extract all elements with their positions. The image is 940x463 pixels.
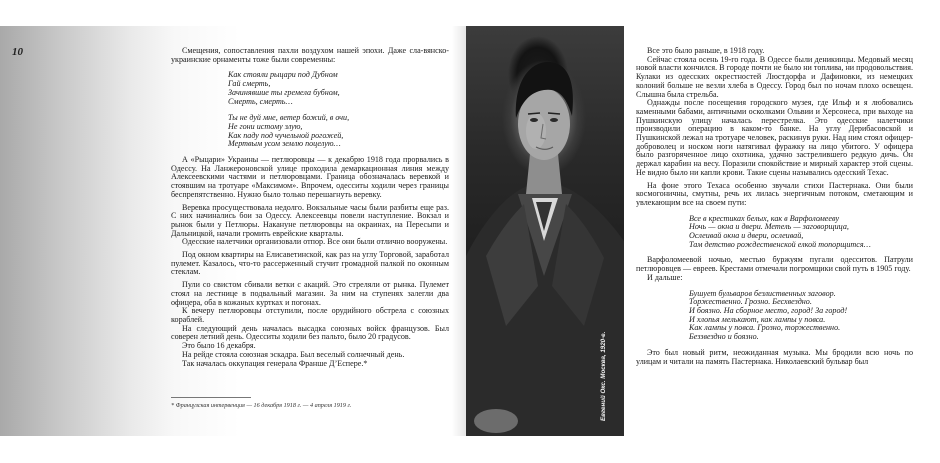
body-paragraph: Это был новый ритм, неожиданная музыка. Мы бродили всю ночь по улицам и читали на память Пастернака. Николаевский бульвар был xyxy=(636,347,913,366)
poem-line: Бушует бульваров безлиственных заговор. xyxy=(689,288,836,298)
body-paragraph: На фоне этого Техаса особенно звучали стихи Пастернака. Они были космогоничны, смутны, речь их лилась энергичным потоком, сметающим и увлекающим все на своем пути: xyxy=(636,180,913,207)
poem-pasternak-2 xyxy=(689,290,913,342)
gutter-shadow xyxy=(452,26,466,436)
body-paragraph: Это было 16 декабря. xyxy=(182,341,256,351)
body-paragraph: Одесские налетчики организовали отпор. Все они были отлично вооружены. xyxy=(182,237,448,247)
body-paragraph: На следующий день началась высадка союзных войск французов. Был соверен летний день. Одесситы ходили без пальто, было 20 градусов. xyxy=(171,323,449,342)
poem-line: Не гони истому злую, xyxy=(228,121,303,131)
footnote-divider xyxy=(171,397,251,398)
body-paragraph: На рейде стояла союзная эскадра. Был веселый солнечный день. xyxy=(182,349,405,359)
portrait-photo xyxy=(466,26,624,436)
poem-line: Беззвездно и боязно. xyxy=(689,332,759,342)
photo-caption: Евгений Окс. Москва, 1920-е. xyxy=(600,331,607,421)
poem-line: Все в крестиках белых, как в Варфоломееву xyxy=(689,213,840,223)
right-text-column xyxy=(636,47,913,366)
poem-line: Как лампы у повса. Грозно, торжественно. xyxy=(689,323,841,333)
poem-line: Торжественно. Грозно. Бесхвездно. xyxy=(689,297,812,307)
poem-line: Смерть, смерть… xyxy=(228,96,293,106)
poem-line: Как стояли рыцари под Дубном xyxy=(228,70,338,80)
body-paragraph: Однажды после посещения городского музея, где Ильф и я любовались каменными бабами, античными осколками Ольвии и Херсонеса, при выходе на Пушкинскую улицу началась перестрелка. Это одесские налетчики производили операцию в каком-то банке. На углу Дерибасовской и Пушкинской лежал на тротуаре человек, раскинув руки. Над ним стоял офицер-доброволец и носком ноги натягивал фуражку на лицо убитого. У офицера было разгоряченное лицо охотника, удачно застрелившего редкую дичь. Он держал карабин на весу. Поразили спокойствие и мирный характер этой сцены. Не видно было ни капли крови. Такие сцены назывались одесский Техас. xyxy=(636,98,913,177)
poem-line: Гай смерть, xyxy=(228,79,271,89)
poem-line: И боязно. На сборное место, город! За город! xyxy=(689,305,848,315)
poem-line: Ночь — окна и двери. Метель — заговорщица, xyxy=(689,222,849,232)
poem-line: Ты не дуй мне, ветер божий, в очи, xyxy=(228,113,350,123)
page-number: 10 xyxy=(12,46,23,58)
intro-paragraph: Смещения, сопоставления пахли воздухом нашей эпохи. Даже сла-вянско-украинские орнаменты тоже были современны: xyxy=(171,46,449,64)
body-paragraph: К вечеру петлюровцы отступили, после орудийного обстрела с союзных кораблей. xyxy=(171,306,449,324)
poem-line: Зачинявшие ты гремела бубном, xyxy=(228,87,340,97)
poem-line: Мертвым усом землю поцелую… xyxy=(228,139,341,149)
body-paragraph: Все это было раньше, в 1918 году. xyxy=(647,46,765,55)
body-paragraph: И дальше: xyxy=(647,272,683,282)
body-paragraph: А «Рыцари» Украины — петлюровцы — к декабрю 1918 года прорвались в Одессу. На Ланжероновской улице проходила демаркационная линия между Алексеевскими частями и петлюровцами. Граница обозначалась веревкой и стоявшим на тротуаре «Максимом». Впрочем, одесситы ходили через границы беспрепятственно. Нужно было только перешагнуть веревку. xyxy=(171,155,449,199)
body-paragraph: Сейчас стояла осень 19-го года. В Одессе были деникинцы. Медовый месяц новой власти кончился. В городе почти не было ни топлива, ни продовольствия. Кулаки из одесских окрестностей Люстдорфа и Дафиновки, из немецких колоний больше не везли хлеба в Одессу. Город был по ночам плохо освещен. Слышна была стрельба. xyxy=(636,54,913,99)
book-spread xyxy=(0,26,940,436)
poem-line: Как паду под чучельной рогожей, xyxy=(228,130,344,140)
body-paragraph: Веревка просуществовала недолго. Вокзальные часы были разбиты еще раз. С них начинались бои за Одессу. Алексеевцы повели наступление. Вокзал и рынок были у Петлюры. Накануне петлюровцы на окраинах, на Пересыпи и Дальницкой, начали громить еврейские кварталы. xyxy=(171,202,449,238)
footnote: * Французская интервенция — 16 декабря 1918 г. — 4 апреля 1919 г. xyxy=(171,402,352,409)
poem-line: И хлопья мелькают, как лампы у повса. xyxy=(689,314,826,324)
poem-dubno xyxy=(228,71,449,149)
poem-line: Ослеивай окна и двери, ослеивай, xyxy=(689,231,804,241)
body-paragraph: Так началась оккупация генерала Франше Д’Еспере.* xyxy=(182,358,368,368)
poem-line: Там детство рождественской елкой топорщится… xyxy=(689,239,871,249)
left-text-column xyxy=(171,47,449,368)
body-paragraph: Под окном квартиры на Елисаветинской, как раз на углу Торговой, заработал пулемет. Казалось, что-то рассерженный стучит громадной палкой по оконным стеклам. xyxy=(171,250,449,277)
poem-pasternak-1 xyxy=(689,215,913,250)
body-paragraph: Пули со свистом сбивали ветки с акаций. Это стреляли от рынка. Пулемет стоял на лестнице в подвальный магазин. За ним на ступенях залегли два офицера, оба в кожаных куртках и погонах. xyxy=(171,280,449,307)
body-paragraph: Варфоломеевой ночью, местью буржуям пугали одесситов. Патрули петлюровцев — евреев. Крестами отмечали погромщики свой путь в 1905 году. xyxy=(636,255,913,274)
